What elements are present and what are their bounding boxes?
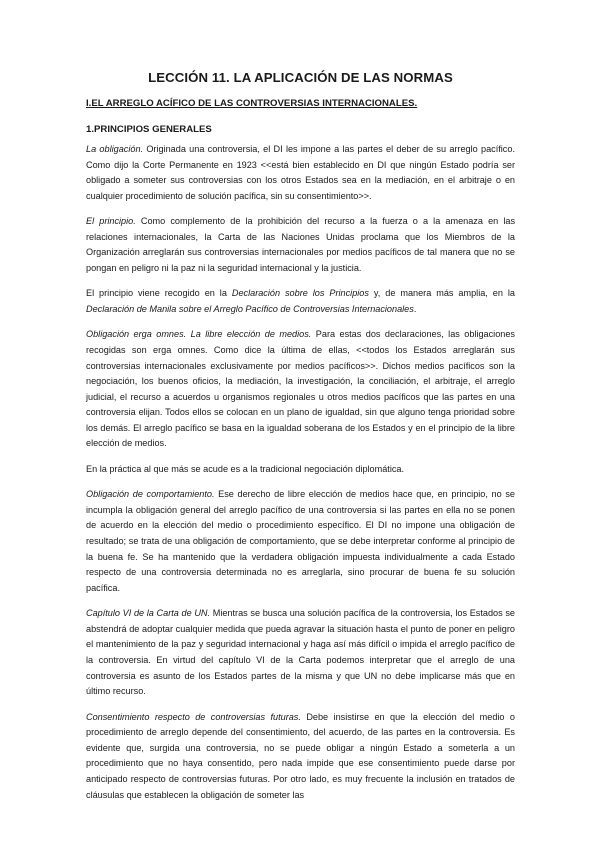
paragraph — [86, 327, 515, 452]
paragraph-lead: Capítulo VI de la Carta de UN. — [86, 608, 211, 619]
paragraph — [86, 286, 515, 317]
subsection-heading: 1.PRINCIPIOS GENERALES — [86, 124, 212, 135]
paragraph — [86, 214, 515, 276]
paragraph-text: En la práctica al que más se acude es a la tradicional negociación diplomática. — [86, 463, 405, 474]
paragraph-text: Originada una controversia, el DI les impone a las partes el deber de su arreglo pacífico. Como dijo la Corte Permanente en 1923 <<está bien establecido en DI que ningún Estado podría ser obligado a someter sus controversias con los otros Estados sea en la mediación, en el arbitraje o en cualquier procedimiento de solución pacífica, sin su consentimiento>>. — [86, 144, 515, 201]
paragraph-text: Debe insistirse en que la elección del medio o procedimiento de arreglo depende del consentimiento, del acuerdo, de las partes en la controversia. Es evidente que, surgida una controversia, no se puede obligar a ningún Estado a someterla a un procedimiento que no haya consentido, pero nada impide que ese consentimiento puede darse por anticipado respecto de controversias futuras. Por otro lado, es muy frecuente la inclusión en tratados de cláusulas que establecen la obligación de someter las — [86, 711, 515, 800]
paragraph-text: . — [413, 303, 417, 314]
paragraph-text: Ese derecho de libre elección de medios hace que, en principio, no se incumpla la obligación general del arreglo pacífico de una controversia si las partes en ella no se ponen de acuerdo en la elección del medio o procedimiento específico. El DI no impone una obligación de resultado; se trata de una obligación de comportamiento, que se debe interpretar conforme al principio de la buena fe. Se ha mantenido que la verdadera obligación impuesta individualmente a cada Estado respecto de una controversia determinada no es arreglarla, sino procurar de buena fe su solución pacífica. — [86, 489, 515, 593]
section-heading: I.EL ARREGLO ACÍFICO DE LAS CONTROVERSIAS INTERNACIONALES. — [86, 98, 418, 109]
paragraph-emphasis: Declaración sobre los Principios — [231, 288, 369, 299]
paragraph — [86, 710, 515, 804]
paragraph-text: y, de manera más amplia, en la — [368, 288, 515, 299]
paragraph-emphasis: Declaración de Manila sobre el Arreglo Pacífico de Controversias Internacionales — [86, 303, 414, 314]
paragraph — [86, 606, 515, 700]
paragraph-lead: Obligación de comportamiento. — [86, 489, 215, 500]
paragraph-lead: La obligación. — [86, 144, 144, 154]
paragraph — [86, 142, 515, 204]
paragraph-text: Mientras se busca una solución pacífica de la controversia, los Estados se abstendrá de adoptar cualquier medida que pueda agravar la situación hasta el punto de poner en peligro el mantenimiento de la paz y seguridad internacional y haga así más difícil o impida el arreglo pacífico de la controversia. En virtud del capítulo VI de la Carta podemos interpretar que el arreglo de una controversia es asunto de los Estados partes de la misma y que UN no debe implicarse más que en último recurso. — [86, 608, 515, 697]
paragraph-text: Para estas dos declaraciones, las obligaciones recogidas son erga omnes. Como dice la última de ellas, <<todos los Estados arreglarán sus controversias internacionales exclusivamente por medios pacíficos>>. Dichos medios pacíficos son la negociación, los buenos oficios, la mediación, la investigación, la conciliación, el arbitraje, el arreglo judicial, el recurso a acuerdos u organismos regionales u otros medios pacíficos que las partes en una controversia elijan. Todos ellos se colocan en un plano de igualdad, sin que alguno tenga prioridad sobre los demás. El arreglo pacífico se basa en la igualdad soberana de los Estados y en el principio de la libre elección de medios. — [86, 329, 515, 449]
paragraph-lead: Obligación erga omnes. La libre elección de medios. — [86, 329, 312, 340]
page-title: LECCIÓN 11. LA APLICACIÓN DE LAS NORMAS — [148, 70, 453, 85]
paragraph-lead: El principio. — [86, 216, 136, 227]
paragraph-lead: Consentimiento respecto de controversias futuras. — [86, 711, 301, 722]
paragraph — [86, 487, 515, 596]
document-body — [86, 142, 515, 813]
paragraph-text: Como complemento de la prohibición del recurso a la fuerza o a la amenaza en las relaciones internacionales, la Carta de las Naciones Unidas proclama que los Miembros de la Organización arreglarán sus controversias internacionales por medios pacíficos de tal manera que no se pongan en peligro ni la paz ni la seguridad internacional y la justicia. — [86, 216, 516, 273]
paragraph — [86, 462, 515, 478]
paragraph-text: El principio viene recogido en la — [86, 288, 232, 299]
